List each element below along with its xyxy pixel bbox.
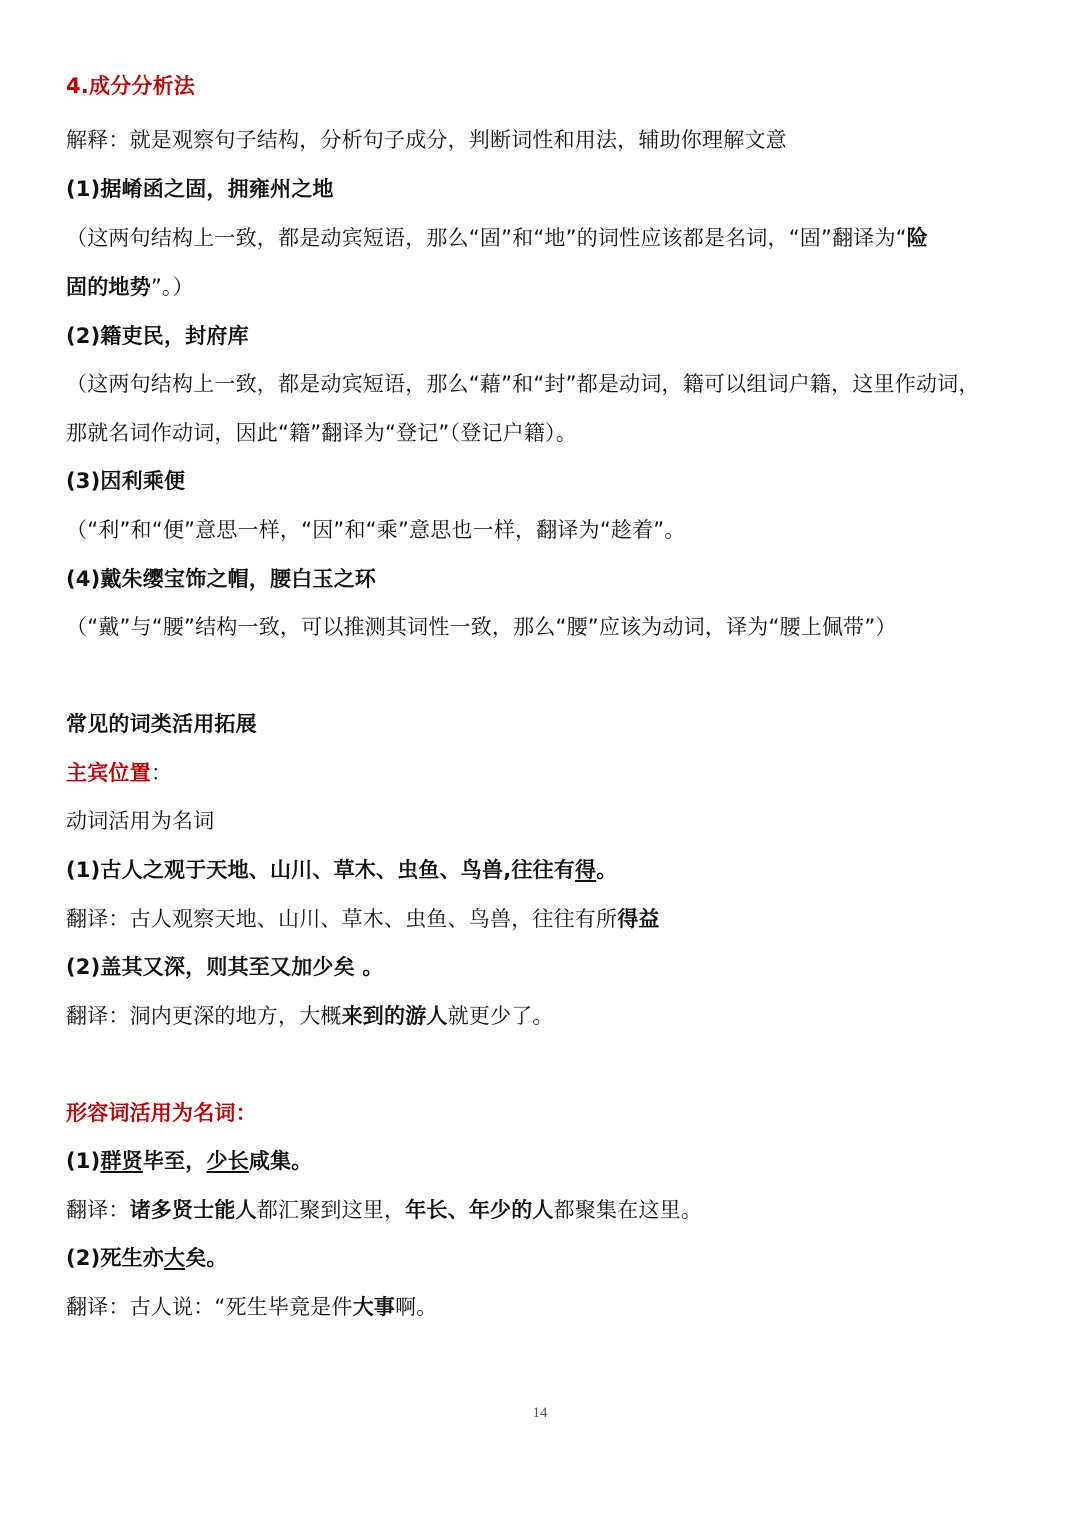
verb-example-1-heading [66,855,1026,885]
adjective-example-2-text-1: (2)死生亦 [66,1246,165,1270]
verb-example-1-translation [66,904,1026,934]
section-title: 4.成分分析法 [66,74,195,98]
adjective-example-1-text-2: 咸集。 [248,1149,313,1173]
example-1-note-end: ”。） [150,275,194,299]
verb-example-2-translation [66,1001,1026,1031]
adjective-example-2-translation [66,1292,1026,1322]
verb-example-1-underlined: 得 [574,858,597,882]
adjective-example-1-translation-end: 都聚集在这里。 [553,1198,703,1222]
example-1-note-line-1 [66,223,1026,253]
subject-object-title: 主宾位置 [66,761,151,785]
example-2-note-line-1: （这两句结构上一致，都是动宾短语，那么“藉”和“封”都是动词，籍可以组词户籍，这里作动词， [66,372,980,396]
verb-example-1-translation-text: 翻译：古人观察天地、山川、草木、虫鱼、鸟兽，往往有所 [66,907,618,931]
verb-example-1-heading-end: 。 [596,858,618,882]
verb-example-2-translation-text: 翻译：洞内更深的地方，大概 [66,1004,342,1028]
adjective-example-2-underlined: 大 [164,1246,186,1270]
verb-example-2-translation-end: 就更少了。 [447,1004,554,1028]
example-4-heading: (4)戴朱缨宝饰之帽，腰白玉之环 [66,567,377,591]
adjective-example-1-translation [66,1195,1026,1225]
adjective-example-1-translation-text: 都汇聚到这里， [256,1198,406,1222]
example-3-heading: (3)因利乘便 [66,469,186,493]
subject-object-title-line [66,758,1026,788]
extension-title: 常见的词类活用拓展 [66,712,257,736]
adjective-example-2-translation-bold: 大事 [352,1295,396,1319]
verb-example-1-heading-text: (1)古人之观于天地、山川、草木、虫鱼、鸟兽,往往有 [66,858,575,882]
verb-as-noun-subtitle: 动词活用为名词 [66,809,215,833]
adjective-example-1-heading [66,1146,1026,1176]
adjective-example-1-translation-label: 翻译： [66,1198,130,1222]
example-2-heading: (2)籍吏民，封府库 [66,324,249,348]
example-1-note-line-2 [66,272,1026,302]
adjective-example-2-translation-text: 翻译：古人说：“死生毕竟是件 [66,1295,353,1319]
example-1-note-text: （这两句结构上一致，都是动宾短语，那么“固”和“地”的词性应该都是名词，“固”翻译为“ [66,226,907,250]
verb-example-2-translation-bold: 来到的游人 [341,1004,448,1028]
verb-example-2-heading: (2)盖其又深，则其至又加少矣 。 [66,955,384,979]
example-1-note-bold-2: 固的地势 [66,275,151,299]
example-1-note-bold: 险 [906,226,928,250]
adjective-as-noun-title: 形容词活用为名词： [66,1101,257,1125]
example-1-heading: (1)据崤函之固，拥雍州之地 [66,177,334,201]
adjective-example-2-heading [66,1243,1026,1273]
adjective-example-1-translation-bold-2: 年长、年少的人 [405,1198,554,1222]
subject-object-colon: ： [150,761,173,785]
example-2-note-line-2: 那就名词作动词，因此“籍”翻译为“登记”（登记户籍）。 [66,421,577,445]
example-3-note: （“利”和“便”意思一样，“因”和“乘”意思也一样，翻译为“趁着”。 [66,518,686,542]
adjective-example-1-translation-bold-1: 诸多贤士能人 [129,1198,257,1222]
page-number: 14 [532,1405,548,1421]
explanation-text: 解释：就是观察句子结构，分析句子成分，判断词性和用法，辅助你理解文意 [66,128,787,152]
adjective-example-1-text-1: 毕至， [142,1149,207,1173]
verb-example-1-translation-bold: 得益 [617,907,660,931]
adjective-example-1-underlined-2: 少长 [206,1149,249,1173]
example-4-note: （“戴”与“腰”结构一致，可以推测其词性一致，那么“腰”应该为动词，译为“腰上佩带”） [66,615,897,639]
adjective-example-1-underlined-1: 群贤 [100,1149,143,1173]
adjective-example-1-number: (1) [66,1149,101,1173]
adjective-example-2-text-2: 矣。 [185,1246,228,1270]
adjective-example-2-translation-end: 啊。 [395,1295,438,1319]
